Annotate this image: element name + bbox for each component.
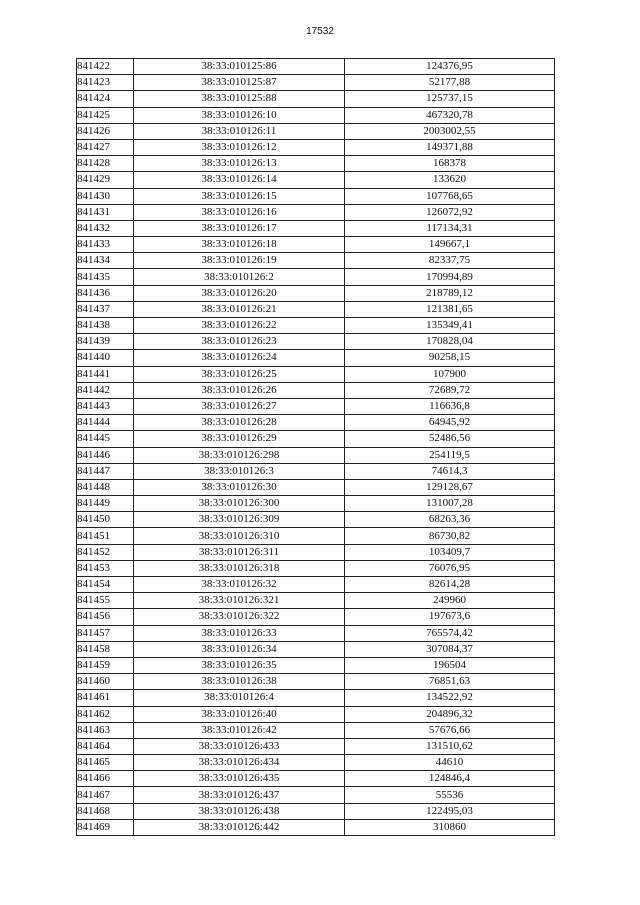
cadastral-number-cell: 38:33:010126:4 [134,690,345,706]
cadastral-value-cell: 124846,4 [345,771,555,787]
cadastral-number-cell: 38:33:010125:88 [134,91,345,107]
cadastral-number-cell: 38:33:010126:30 [134,479,345,495]
table-row [77,253,555,269]
cadastral-value-cell: 68263,36 [345,512,555,528]
record-number-cell: 841426 [77,123,134,139]
cadastral-value-cell: 103409,7 [345,544,555,560]
cadastral-value-cell: 134522,92 [345,690,555,706]
record-number-cell: 841440 [77,350,134,366]
record-number-cell: 841459 [77,657,134,673]
cadastral-value-cell: 90258,15 [345,350,555,366]
cadastral-number-cell: 38:33:010126:311 [134,544,345,560]
table-row [77,382,555,398]
table-row [77,496,555,512]
table-row [77,59,555,75]
cadastral-number-cell: 38:33:010126:442 [134,819,345,835]
record-number-cell: 841450 [77,512,134,528]
cadastral-number-cell: 38:33:010126:438 [134,803,345,819]
cadastral-number-cell: 38:33:010126:13 [134,156,345,172]
table-row [77,366,555,382]
cadastral-number-cell: 38:33:010126:434 [134,755,345,771]
cadastral-value-cell: 129128,67 [345,479,555,495]
table-row [77,301,555,317]
cadastral-value-table [76,58,555,836]
record-number-cell: 841437 [77,301,134,317]
cadastral-value-cell: 117134,31 [345,220,555,236]
table-row [77,706,555,722]
cadastral-value-cell: 72689,72 [345,382,555,398]
table-row [77,512,555,528]
record-number-cell: 841467 [77,787,134,803]
table-row [77,722,555,738]
table-row [77,560,555,576]
record-number-cell: 841425 [77,107,134,123]
cadastral-value-cell: 135349,41 [345,318,555,334]
cadastral-value-cell: 310860 [345,819,555,835]
cadastral-number-cell: 38:33:010126:28 [134,415,345,431]
cadastral-number-cell: 38:33:010126:20 [134,285,345,301]
cadastral-value-cell: 82614,28 [345,577,555,593]
table-row [77,738,555,754]
table-row [77,463,555,479]
cadastral-number-cell: 38:33:010126:40 [134,706,345,722]
table-body [77,59,555,836]
cadastral-value-cell: 204896,32 [345,706,555,722]
record-number-cell: 841451 [77,528,134,544]
table-row [77,269,555,285]
record-number-cell: 841453 [77,560,134,576]
record-number-cell: 841423 [77,75,134,91]
cadastral-number-cell: 38:33:010126:318 [134,560,345,576]
cadastral-number-cell: 38:33:010126:2 [134,269,345,285]
table-row [77,75,555,91]
cadastral-value-cell: 254119,5 [345,447,555,463]
table-row [77,479,555,495]
cadastral-value-cell: 107900 [345,366,555,382]
record-number-cell: 841444 [77,415,134,431]
cadastral-value-cell: 57676,66 [345,722,555,738]
record-number-cell: 841427 [77,139,134,155]
cadastral-number-cell: 38:33:010126:27 [134,398,345,414]
cadastral-number-cell: 38:33:010125:87 [134,75,345,91]
table-row [77,285,555,301]
record-number-cell: 841442 [77,382,134,398]
record-number-cell: 841468 [77,803,134,819]
record-number-cell: 841457 [77,625,134,641]
cadastral-number-cell: 38:33:010126:17 [134,220,345,236]
record-number-cell: 841438 [77,318,134,334]
cadastral-number-cell: 38:33:010126:23 [134,334,345,350]
table-row [77,334,555,350]
cadastral-value-cell: 126072,92 [345,204,555,220]
cadastral-value-cell: 55536 [345,787,555,803]
record-number-cell: 841460 [77,674,134,690]
cadastral-value-cell: 131007,28 [345,496,555,512]
cadastral-value-cell: 86730,82 [345,528,555,544]
cadastral-value-cell: 131510,62 [345,738,555,754]
cadastral-number-cell: 38:33:010126:3 [134,463,345,479]
cadastral-number-cell: 38:33:010126:322 [134,609,345,625]
table-row [77,609,555,625]
cadastral-value-cell: 2003002,55 [345,123,555,139]
table-row [77,188,555,204]
table-row [77,415,555,431]
table-row [77,172,555,188]
page-number: 17532 [306,26,334,37]
record-number-cell: 841446 [77,447,134,463]
cadastral-value-cell: 196504 [345,657,555,673]
cadastral-number-cell: 38:33:010126:298 [134,447,345,463]
record-number-cell: 841464 [77,738,134,754]
record-number-cell: 841462 [77,706,134,722]
cadastral-number-cell: 38:33:010126:15 [134,188,345,204]
table-row [77,156,555,172]
table-row [77,819,555,835]
record-number-cell: 841433 [77,237,134,253]
cadastral-value-cell: 249960 [345,593,555,609]
record-number-cell: 841422 [77,59,134,75]
cadastral-number-cell: 38:33:010126:33 [134,625,345,641]
cadastral-number-cell: 38:33:010126:19 [134,253,345,269]
cadastral-number-cell: 38:33:010126:11 [134,123,345,139]
record-number-cell: 841436 [77,285,134,301]
table-row [77,657,555,673]
table-row [77,139,555,155]
cadastral-number-cell: 38:33:010125:86 [134,59,345,75]
cadastral-number-cell: 38:33:010126:18 [134,237,345,253]
table-row [77,107,555,123]
cadastral-number-cell: 38:33:010126:309 [134,512,345,528]
table-row [77,237,555,253]
cadastral-number-cell: 38:33:010126:310 [134,528,345,544]
table-row [77,787,555,803]
record-number-cell: 841434 [77,253,134,269]
cadastral-value-cell: 52177,88 [345,75,555,91]
cadastral-number-cell: 38:33:010126:21 [134,301,345,317]
cadastral-value-cell: 64945,92 [345,415,555,431]
cadastral-number-cell: 38:33:010126:25 [134,366,345,382]
table-row [77,544,555,560]
record-number-cell: 841461 [77,690,134,706]
table-row [77,641,555,657]
record-number-cell: 841445 [77,431,134,447]
table-row [77,625,555,641]
cadastral-number-cell: 38:33:010126:16 [134,204,345,220]
cadastral-number-cell: 38:33:010126:34 [134,641,345,657]
record-number-cell: 841428 [77,156,134,172]
table-row [77,528,555,544]
cadastral-number-cell: 38:33:010126:35 [134,657,345,673]
cadastral-value-cell: 76851,63 [345,674,555,690]
cadastral-number-cell: 38:33:010126:32 [134,577,345,593]
table-row [77,447,555,463]
record-number-cell: 841452 [77,544,134,560]
cadastral-value-cell: 76076,95 [345,560,555,576]
record-number-cell: 841435 [77,269,134,285]
cadastral-value-cell: 52486,56 [345,431,555,447]
record-number-cell: 841455 [77,593,134,609]
table-row [77,318,555,334]
record-number-cell: 841441 [77,366,134,382]
cadastral-number-cell: 38:33:010126:38 [134,674,345,690]
cadastral-value-cell: 133620 [345,172,555,188]
cadastral-number-cell: 38:33:010126:29 [134,431,345,447]
cadastral-value-cell: 149371,88 [345,139,555,155]
cadastral-value-cell: 170994,89 [345,269,555,285]
table-row [77,204,555,220]
record-number-cell: 841424 [77,91,134,107]
table-row [77,674,555,690]
cadastral-number-cell: 38:33:010126:26 [134,382,345,398]
record-number-cell: 841466 [77,771,134,787]
cadastral-number-cell: 38:33:010126:14 [134,172,345,188]
cadastral-value-cell: 82337,75 [345,253,555,269]
cadastral-value-cell: 197673,6 [345,609,555,625]
table-row [77,771,555,787]
table-row [77,690,555,706]
record-number-cell: 841431 [77,204,134,220]
cadastral-number-cell: 38:33:010126:42 [134,722,345,738]
cadastral-value-cell: 307084,37 [345,641,555,657]
cadastral-value-cell: 467320,78 [345,107,555,123]
cadastral-value-cell: 74614,3 [345,463,555,479]
cadastral-number-cell: 38:33:010126:433 [134,738,345,754]
cadastral-number-cell: 38:33:010126:12 [134,139,345,155]
record-number-cell: 841430 [77,188,134,204]
table-row [77,220,555,236]
cadastral-value-cell: 170828,04 [345,334,555,350]
record-number-cell: 841458 [77,641,134,657]
record-number-cell: 841447 [77,463,134,479]
cadastral-number-cell: 38:33:010126:22 [134,318,345,334]
cadastral-value-cell: 149667,1 [345,237,555,253]
table-row [77,593,555,609]
cadastral-value-cell: 44610 [345,755,555,771]
cadastral-value-cell: 124376,95 [345,59,555,75]
cadastral-value-cell: 765574,42 [345,625,555,641]
cadastral-value-cell: 168378 [345,156,555,172]
record-number-cell: 841465 [77,755,134,771]
cadastral-value-cell: 218789,12 [345,285,555,301]
cadastral-value-cell: 122495,03 [345,803,555,819]
table-row [77,350,555,366]
record-number-cell: 841448 [77,479,134,495]
record-number-cell: 841443 [77,398,134,414]
cadastral-value-cell: 116636,8 [345,398,555,414]
table-row [77,398,555,414]
record-number-cell: 841469 [77,819,134,835]
cadastral-number-cell: 38:33:010126:10 [134,107,345,123]
record-number-cell: 841429 [77,172,134,188]
cadastral-value-cell: 121381,65 [345,301,555,317]
table-row [77,577,555,593]
cadastral-number-cell: 38:33:010126:300 [134,496,345,512]
table-row [77,91,555,107]
table-row [77,755,555,771]
record-number-cell: 841454 [77,577,134,593]
cadastral-number-cell: 38:33:010126:435 [134,771,345,787]
record-number-cell: 841439 [77,334,134,350]
record-number-cell: 841449 [77,496,134,512]
record-number-cell: 841456 [77,609,134,625]
record-number-cell: 841463 [77,722,134,738]
cadastral-value-cell: 125737,15 [345,91,555,107]
cadastral-value-cell: 107768,65 [345,188,555,204]
cadastral-number-cell: 38:33:010126:321 [134,593,345,609]
table-row [77,803,555,819]
record-number-cell: 841432 [77,220,134,236]
cadastral-number-cell: 38:33:010126:437 [134,787,345,803]
table-row [77,123,555,139]
table-row [77,431,555,447]
cadastral-number-cell: 38:33:010126:24 [134,350,345,366]
